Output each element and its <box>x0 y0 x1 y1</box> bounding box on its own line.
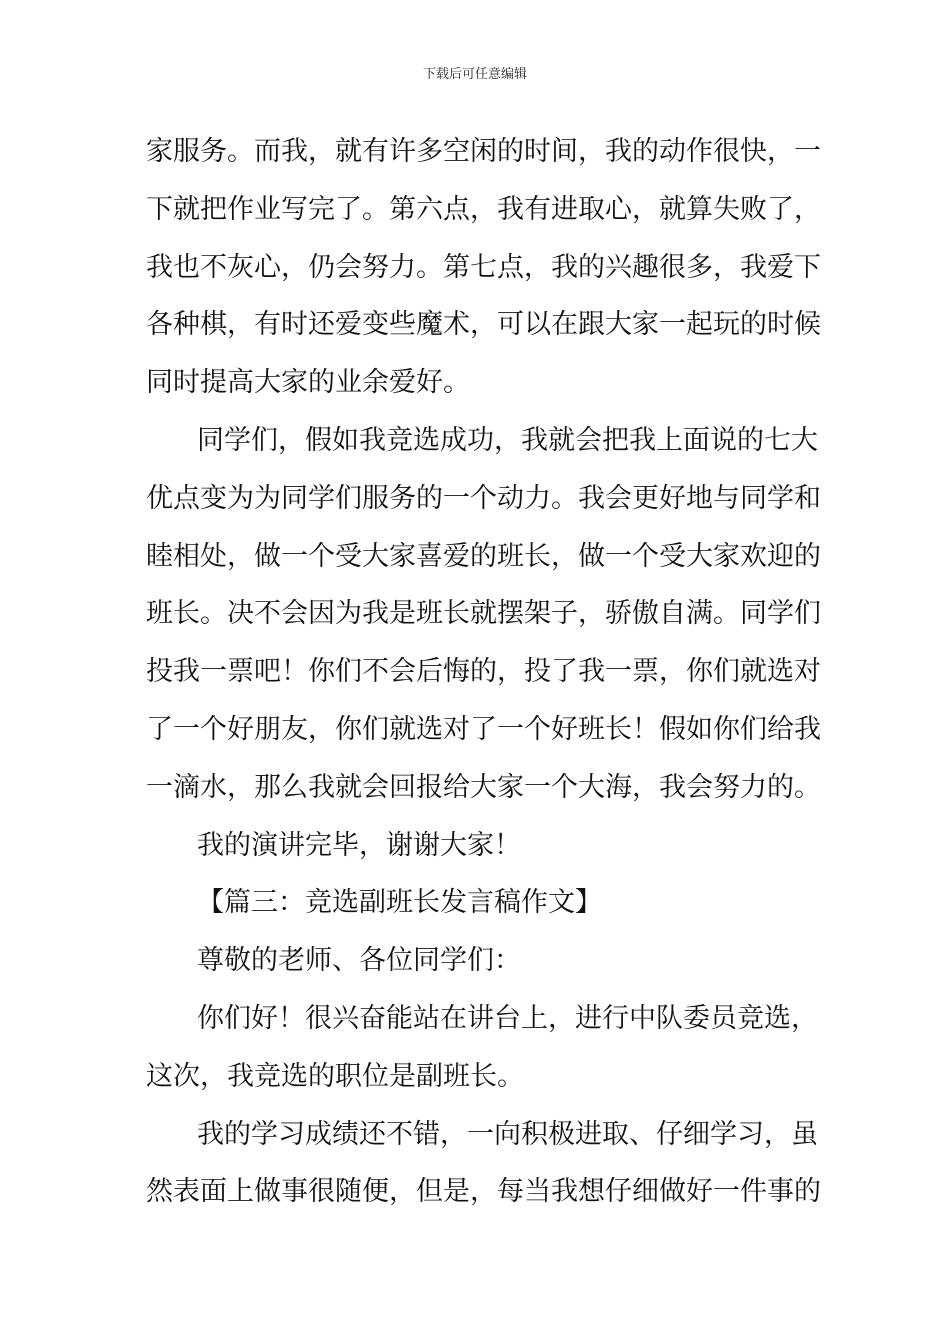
salutation: 尊敬的老师、各位同学们： <box>197 945 521 977</box>
paragraph-line: 各种棋，有时还爱变些魔术，可以在跟大家一起玩的时候 <box>146 309 821 341</box>
paragraph-line: 同时提高大家的业余爱好。 <box>146 367 470 399</box>
section-title: 【篇三：竞选副班长发言稿作文】 <box>197 887 602 919</box>
paragraph-line: 家服务。而我，就有许多空闲的时间，我的动作很快，一 <box>146 136 821 167</box>
paragraph-line: 你们好！很兴奋能站在讲台上，进行中队委员竞选， <box>197 1002 818 1034</box>
paragraph-line: 这次，我竞选的职位是副班长。 <box>146 1060 524 1092</box>
paragraph-line: 我也不灰心，仍会努力。第七点，我的兴趣很多，我爱下 <box>146 251 821 283</box>
paragraph-line: 班长。决不会因为我是班长就摆架子，骄傲自满。同学们 <box>146 598 821 630</box>
paragraph-line: 优点变为为同学们服务的一个动力。我会更好地与同学和 <box>146 482 821 514</box>
paragraph-line: 下就把作业写完了。第六点，我有进取心，就算失败了， <box>146 193 821 225</box>
paragraph-line: 我的学习成绩还不错，一向积极进取、仔细学习，虽 <box>197 1118 818 1150</box>
paragraph-line: 然表面上做事很随便，但是，每当我想仔细做好一件事的 <box>146 1176 821 1208</box>
page-header: 下载后可任意编辑 <box>422 67 527 82</box>
paragraph-line: 一滴水，那么我就会回报给大家一个大海，我会努力的。 <box>146 771 821 803</box>
paragraph-line: 了一个好朋友，你们就选对了一个好班长！假如你们给我 <box>146 713 821 745</box>
closing-line: 我的演讲完毕，谢谢大家！ <box>197 829 521 861</box>
document-body <box>146 123 821 1221</box>
paragraph-line: 投我一票吧！你们不会后悔的，投了我一票，你们就选对 <box>146 656 821 688</box>
paragraph-line: 睦相处，做一个受大家喜爱的班长，做一个受大家欢迎的 <box>146 540 821 572</box>
paragraph-line: 同学们，假如我竞选成功，我就会把我上面说的七大 <box>197 424 818 456</box>
